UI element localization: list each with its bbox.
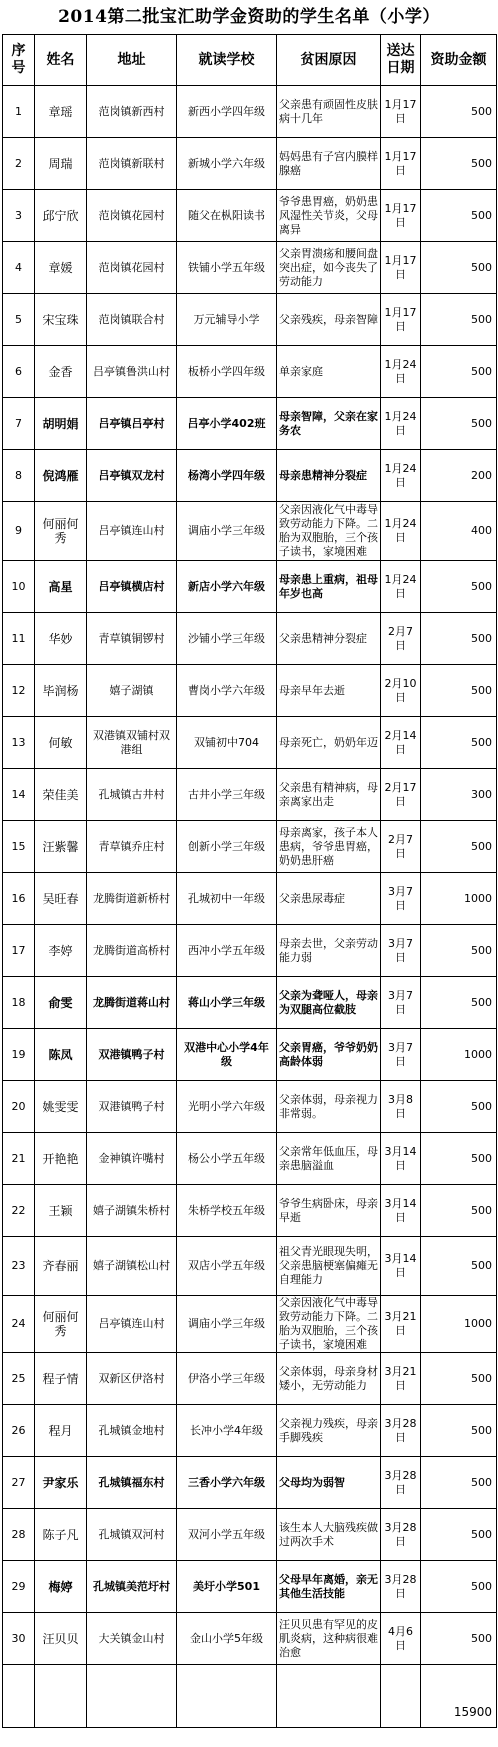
- cell-name: 尹家乐: [35, 1457, 87, 1509]
- cell-amount: 500: [421, 1081, 497, 1133]
- cell-seq: 16: [3, 873, 35, 925]
- cell-school: 双港中心小学4年级: [177, 1029, 277, 1081]
- cell-name: 程子情: [35, 1353, 87, 1405]
- cell-name: 李婷: [35, 925, 87, 977]
- total-blank-cell: [87, 1665, 177, 1728]
- cell-school: 双店小学五年级: [177, 1237, 277, 1296]
- cell-date: 1月17日: [381, 294, 421, 346]
- cell-date: 1月24日: [381, 502, 421, 561]
- header-name: 姓名: [35, 35, 87, 86]
- cell-school: 孔城初中一年级: [177, 873, 277, 925]
- cell-date: 3月7日: [381, 1029, 421, 1081]
- cell-name: 陈凤: [35, 1029, 87, 1081]
- cell-address: 孔城镇双河村: [87, 1509, 177, 1561]
- cell-seq: 29: [3, 1561, 35, 1613]
- cell-name: 胡明娟: [35, 398, 87, 450]
- cell-reason: 父亲残疾，母亲智障: [277, 294, 381, 346]
- cell-reason: 爷爷患胃癌，奶奶患风湿性关节炎，父母离异: [277, 190, 381, 242]
- cell-school: 光明小学六年级: [177, 1081, 277, 1133]
- table-row: [3, 717, 497, 769]
- table-row: [3, 977, 497, 1029]
- cell-reason: 父亲为聋哑人，母亲为双腿高位截肢: [277, 977, 381, 1029]
- student-table: [2, 34, 497, 1728]
- total-blank-cell: [35, 1665, 87, 1728]
- cell-reason: 汪贝贝患有罕见的皮肌炎病，这种病很难治愈: [277, 1613, 381, 1665]
- cell-reason: 单亲家庭: [277, 346, 381, 398]
- cell-school: 新西小学四年级: [177, 86, 277, 138]
- cell-amount: 500: [421, 977, 497, 1029]
- cell-school: 板桥小学四年级: [177, 346, 277, 398]
- cell-school: 调庙小学三年级: [177, 502, 277, 561]
- cell-name: 姚雯雯: [35, 1081, 87, 1133]
- cell-seq: 4: [3, 242, 35, 294]
- cell-amount: 500: [421, 398, 497, 450]
- cell-school: 曹岗小学六年级: [177, 665, 277, 717]
- cell-school: 朱桥学校五年级: [177, 1185, 277, 1237]
- cell-amount: 500: [421, 86, 497, 138]
- cell-name: 梅婷: [35, 1561, 87, 1613]
- cell-reason: 父亲患有顽固性皮肤病十几年: [277, 86, 381, 138]
- cell-address: 吕亭镇横店村: [87, 561, 177, 613]
- total-blank-cell: [277, 1665, 381, 1728]
- cell-reason: 母亲早年去逝: [277, 665, 381, 717]
- cell-school: 沙铺小学三年级: [177, 613, 277, 665]
- cell-amount: 500: [421, 346, 497, 398]
- table-row: [3, 346, 497, 398]
- cell-school: 古井小学三年级: [177, 769, 277, 821]
- cell-date: 3月7日: [381, 925, 421, 977]
- cell-date: 3月14日: [381, 1237, 421, 1296]
- cell-seq: 15: [3, 821, 35, 873]
- cell-date: 3月14日: [381, 1133, 421, 1185]
- cell-amount: 1000: [421, 1029, 497, 1081]
- cell-date: 1月17日: [381, 190, 421, 242]
- cell-amount: 500: [421, 242, 497, 294]
- cell-name: 俞雯: [35, 977, 87, 1029]
- cell-address: 青草镇铜锣村: [87, 613, 177, 665]
- table-row: [3, 86, 497, 138]
- cell-date: 1月24日: [381, 346, 421, 398]
- cell-address: 范岗镇新联村: [87, 138, 177, 190]
- cell-address: 龙腾街道蒋山村: [87, 977, 177, 1029]
- cell-name: 何敏: [35, 717, 87, 769]
- cell-seq: 23: [3, 1237, 35, 1296]
- cell-date: 1月24日: [381, 398, 421, 450]
- cell-name: 程月: [35, 1405, 87, 1457]
- cell-name: 邱宁欣: [35, 190, 87, 242]
- table-row: [3, 450, 497, 502]
- cell-date: 2月7日: [381, 821, 421, 873]
- cell-name: 倪鸿雁: [35, 450, 87, 502]
- cell-seq: 30: [3, 1613, 35, 1665]
- cell-seq: 7: [3, 398, 35, 450]
- cell-amount: 500: [421, 613, 497, 665]
- cell-name: 章瑶: [35, 86, 87, 138]
- table-row: [3, 294, 497, 346]
- cell-reason: 父亲患有精神病，母亲离家出走: [277, 769, 381, 821]
- cell-amount: 1000: [421, 873, 497, 925]
- cell-name: 汪贝贝: [35, 1613, 87, 1665]
- cell-seq: 20: [3, 1081, 35, 1133]
- header-school: 就读学校: [177, 35, 277, 86]
- table-row: [3, 665, 497, 717]
- cell-school: 金山小学5年级: [177, 1613, 277, 1665]
- table-row: [3, 502, 497, 561]
- table-row: [3, 1185, 497, 1237]
- cell-date: 3月21日: [381, 1353, 421, 1405]
- cell-amount: 1000: [421, 1296, 497, 1353]
- cell-address: 吕亭镇连山村: [87, 502, 177, 561]
- header-amount: 资助金额: [421, 35, 497, 86]
- cell-school: 三香小学六年级: [177, 1457, 277, 1509]
- cell-reason: 父亲常年低血压，母亲患脑溢血: [277, 1133, 381, 1185]
- page-title: 2014第二批宝汇助学金资助的学生名单（小学）: [58, 7, 440, 27]
- cell-school: 万元辅导小学: [177, 294, 277, 346]
- total-blank-cell: [381, 1665, 421, 1728]
- table-row: [3, 1509, 497, 1561]
- table-row: [3, 398, 497, 450]
- cell-amount: 200: [421, 450, 497, 502]
- cell-school: 调庙小学三年级: [177, 1296, 277, 1353]
- cell-date: 1月17日: [381, 242, 421, 294]
- cell-school: 伊洛小学三年级: [177, 1353, 277, 1405]
- cell-date: 1月17日: [381, 86, 421, 138]
- cell-name: 何丽何秀: [35, 1296, 87, 1353]
- cell-reason: 父亲胃癌，爷爷奶奶高龄体弱: [277, 1029, 381, 1081]
- cell-name: 周瑞: [35, 138, 87, 190]
- cell-seq: 24: [3, 1296, 35, 1353]
- cell-address: 吕亭镇鲁洪山村: [87, 346, 177, 398]
- header-seq: 序号: [3, 35, 35, 86]
- cell-date: 2月17日: [381, 769, 421, 821]
- cell-seq: 12: [3, 665, 35, 717]
- cell-date: 3月28日: [381, 1405, 421, 1457]
- cell-name: 章媛: [35, 242, 87, 294]
- cell-amount: 500: [421, 1457, 497, 1509]
- cell-seq: 19: [3, 1029, 35, 1081]
- cell-name: 毕润杨: [35, 665, 87, 717]
- cell-name: 华妙: [35, 613, 87, 665]
- cell-reason: 爷爷生病卧床，母亲早逝: [277, 1185, 381, 1237]
- cell-seq: 6: [3, 346, 35, 398]
- cell-amount: 500: [421, 561, 497, 613]
- cell-amount: 500: [421, 1237, 497, 1296]
- table-row: [3, 190, 497, 242]
- cell-address: 双新区伊洛村: [87, 1353, 177, 1405]
- cell-seq: 9: [3, 502, 35, 561]
- cell-school: 铁铺小学五年级: [177, 242, 277, 294]
- cell-address: 范岗镇花园村: [87, 242, 177, 294]
- cell-seq: 3: [3, 190, 35, 242]
- cell-name: 陈子凡: [35, 1509, 87, 1561]
- cell-seq: 8: [3, 450, 35, 502]
- cell-school: 吕亭小学402班: [177, 398, 277, 450]
- cell-date: 1月24日: [381, 450, 421, 502]
- cell-seq: 2: [3, 138, 35, 190]
- header-reason: 贫困原因: [277, 35, 381, 86]
- cell-seq: 27: [3, 1457, 35, 1509]
- cell-reason: 父亲因液化气中毒导致劳动能力下降。二胎为双胞胎，三个孩子读书，家境困难: [277, 502, 381, 561]
- cell-seq: 26: [3, 1405, 35, 1457]
- cell-seq: 18: [3, 977, 35, 1029]
- table-row: [3, 925, 497, 977]
- cell-reason: 母亲离家，孩子本人患病，爷爷患胃癌，奶奶患肝癌: [277, 821, 381, 873]
- cell-address: 双港镇鸭子村: [87, 1029, 177, 1081]
- cell-school: 杨湾小学四年级: [177, 450, 277, 502]
- cell-school: 西冲小学五年级: [177, 925, 277, 977]
- cell-seq: 11: [3, 613, 35, 665]
- cell-reason: 该生本人大脑残疾做过两次手术: [277, 1509, 381, 1561]
- cell-seq: 1: [3, 86, 35, 138]
- cell-address: 吕亭镇双龙村: [87, 450, 177, 502]
- cell-reason: 父母均为弱智: [277, 1457, 381, 1509]
- table-row: [3, 1133, 497, 1185]
- cell-address: 孔城镇福东村: [87, 1457, 177, 1509]
- cell-school: 随父在枞阳读书: [177, 190, 277, 242]
- table-row: [3, 138, 497, 190]
- cell-school: 创新小学三年级: [177, 821, 277, 873]
- cell-reason: 父亲体弱，母亲身材矮小，无劳动能力: [277, 1353, 381, 1405]
- cell-name: 王颖: [35, 1185, 87, 1237]
- cell-school: 新城小学六年级: [177, 138, 277, 190]
- header-row: [3, 35, 497, 86]
- cell-seq: 14: [3, 769, 35, 821]
- cell-address: 孔城镇金地村: [87, 1405, 177, 1457]
- table-row: [3, 613, 497, 665]
- total-blank-cell: [177, 1665, 277, 1728]
- cell-amount: 500: [421, 1561, 497, 1613]
- table-row: [3, 1561, 497, 1613]
- cell-address: 龙腾街道新桥村: [87, 873, 177, 925]
- cell-date: 3月7日: [381, 873, 421, 925]
- cell-school: 蒋山小学三年级: [177, 977, 277, 1029]
- cell-name: 荣佳美: [35, 769, 87, 821]
- cell-school: 双铺初中704: [177, 717, 277, 769]
- cell-name: 何丽何秀: [35, 502, 87, 561]
- cell-name: 宋宝珠: [35, 294, 87, 346]
- cell-address: 大关镇金山村: [87, 1613, 177, 1665]
- cell-amount: 500: [421, 1185, 497, 1237]
- cell-address: 金神镇许嘴村: [87, 1133, 177, 1185]
- cell-reason: 母亲去世，父亲劳动能力弱: [277, 925, 381, 977]
- cell-address: 龙腾街道高桥村: [87, 925, 177, 977]
- cell-date: 3月8日: [381, 1081, 421, 1133]
- cell-reason: 妈妈患有子宫内膜样腺癌: [277, 138, 381, 190]
- cell-address: 嬉子湖镇松山村: [87, 1237, 177, 1296]
- cell-seq: 10: [3, 561, 35, 613]
- cell-school: 新店小学六年级: [177, 561, 277, 613]
- table-row: [3, 1353, 497, 1405]
- cell-date: 3月28日: [381, 1457, 421, 1509]
- cell-address: 嬉子湖镇朱桥村: [87, 1185, 177, 1237]
- cell-amount: 300: [421, 769, 497, 821]
- cell-reason: 母亲患精神分裂症: [277, 450, 381, 502]
- total-row: [3, 1665, 497, 1728]
- header-date: 送达日期: [381, 35, 421, 86]
- cell-seq: 25: [3, 1353, 35, 1405]
- cell-amount: 500: [421, 1405, 497, 1457]
- cell-date: 3月21日: [381, 1296, 421, 1353]
- cell-amount: 400: [421, 502, 497, 561]
- cell-reason: 父亲胃溃疡和腰间盘突出症，如今丧失了劳动能力: [277, 242, 381, 294]
- cell-date: 2月14日: [381, 717, 421, 769]
- cell-name: 吴旺春: [35, 873, 87, 925]
- cell-reason: 父母早年离婚，亲无其他生活技能: [277, 1561, 381, 1613]
- cell-school: 美圩小学501: [177, 1561, 277, 1613]
- cell-date: 3月28日: [381, 1561, 421, 1613]
- cell-address: 吕亭镇连山村: [87, 1296, 177, 1353]
- cell-address: 双港镇鸭子村: [87, 1081, 177, 1133]
- cell-name: 齐春丽: [35, 1237, 87, 1296]
- cell-reason: 父亲体弱，母亲视力非常弱。: [277, 1081, 381, 1133]
- cell-amount: 500: [421, 1133, 497, 1185]
- cell-date: 3月28日: [381, 1509, 421, 1561]
- cell-amount: 500: [421, 1613, 497, 1665]
- cell-date: 2月10日: [381, 665, 421, 717]
- table-row: [3, 1081, 497, 1133]
- header-address: 地址: [87, 35, 177, 86]
- total-blank-cell: [3, 1665, 35, 1728]
- cell-date: 3月7日: [381, 977, 421, 1029]
- table-row: [3, 1457, 497, 1509]
- table-row: [3, 1613, 497, 1665]
- cell-reason: 母亲智障，父亲在家务农: [277, 398, 381, 450]
- cell-reason: 父亲视力残疾，母亲手脚残疾: [277, 1405, 381, 1457]
- cell-address: 孔城镇美范圩村: [87, 1561, 177, 1613]
- cell-address: 双港镇双铺村双港组: [87, 717, 177, 769]
- cell-date: 2月7日: [381, 613, 421, 665]
- table-body: [3, 86, 497, 1665]
- cell-reason: 祖父青光眼现失明，父亲患脑梗塞偏瘫无自理能力: [277, 1237, 381, 1296]
- cell-amount: 500: [421, 717, 497, 769]
- table-row: [3, 1296, 497, 1353]
- table-row: [3, 242, 497, 294]
- cell-date: 3月14日: [381, 1185, 421, 1237]
- cell-address: 范岗镇联合村: [87, 294, 177, 346]
- cell-address: 孔城镇古井村: [87, 769, 177, 821]
- cell-amount: 500: [421, 1353, 497, 1405]
- cell-name: 高星: [35, 561, 87, 613]
- table-row: [3, 1029, 497, 1081]
- cell-school: 双河小学五年级: [177, 1509, 277, 1561]
- cell-date: 1月17日: [381, 138, 421, 190]
- cell-name: 开艳艳: [35, 1133, 87, 1185]
- cell-reason: 父亲患尿毒症: [277, 873, 381, 925]
- cell-seq: 13: [3, 717, 35, 769]
- cell-seq: 21: [3, 1133, 35, 1185]
- total-amount: 15900: [421, 1665, 497, 1728]
- cell-address: 嬉子湖镇: [87, 665, 177, 717]
- cell-address: 范岗镇花园村: [87, 190, 177, 242]
- cell-address: 青草镇乔庄村: [87, 821, 177, 873]
- cell-seq: 17: [3, 925, 35, 977]
- table-row: [3, 561, 497, 613]
- cell-seq: 28: [3, 1509, 35, 1561]
- cell-reason: 母亲患上重病，祖母年岁也高: [277, 561, 381, 613]
- cell-school: 杨公小学五年级: [177, 1133, 277, 1185]
- cell-amount: 500: [421, 138, 497, 190]
- cell-amount: 500: [421, 190, 497, 242]
- cell-address: 吕亭镇吕亭村: [87, 398, 177, 450]
- table-row: [3, 769, 497, 821]
- cell-amount: 500: [421, 294, 497, 346]
- cell-address: 范岗镇新西村: [87, 86, 177, 138]
- cell-name: 金香: [35, 346, 87, 398]
- table-row: [3, 1237, 497, 1296]
- cell-name: 汪紫馨: [35, 821, 87, 873]
- cell-reason: 父亲因液化气中毒导致劳动能力下降。二胎为双胞胎，三个孩子读书，家境困难: [277, 1296, 381, 1353]
- cell-seq: 22: [3, 1185, 35, 1237]
- cell-amount: 500: [421, 925, 497, 977]
- cell-amount: 500: [421, 1509, 497, 1561]
- table-row: [3, 821, 497, 873]
- cell-amount: 500: [421, 665, 497, 717]
- table-row: [3, 873, 497, 925]
- cell-amount: 500: [421, 821, 497, 873]
- table-row: [3, 1405, 497, 1457]
- cell-seq: 5: [3, 294, 35, 346]
- cell-date: 4月6日: [381, 1613, 421, 1665]
- cell-date: 1月24日: [381, 561, 421, 613]
- cell-reason: 母亲死亡，奶奶年迈: [277, 717, 381, 769]
- cell-school: 长冲小学4年级: [177, 1405, 277, 1457]
- cell-reason: 父亲患精神分裂症: [277, 613, 381, 665]
